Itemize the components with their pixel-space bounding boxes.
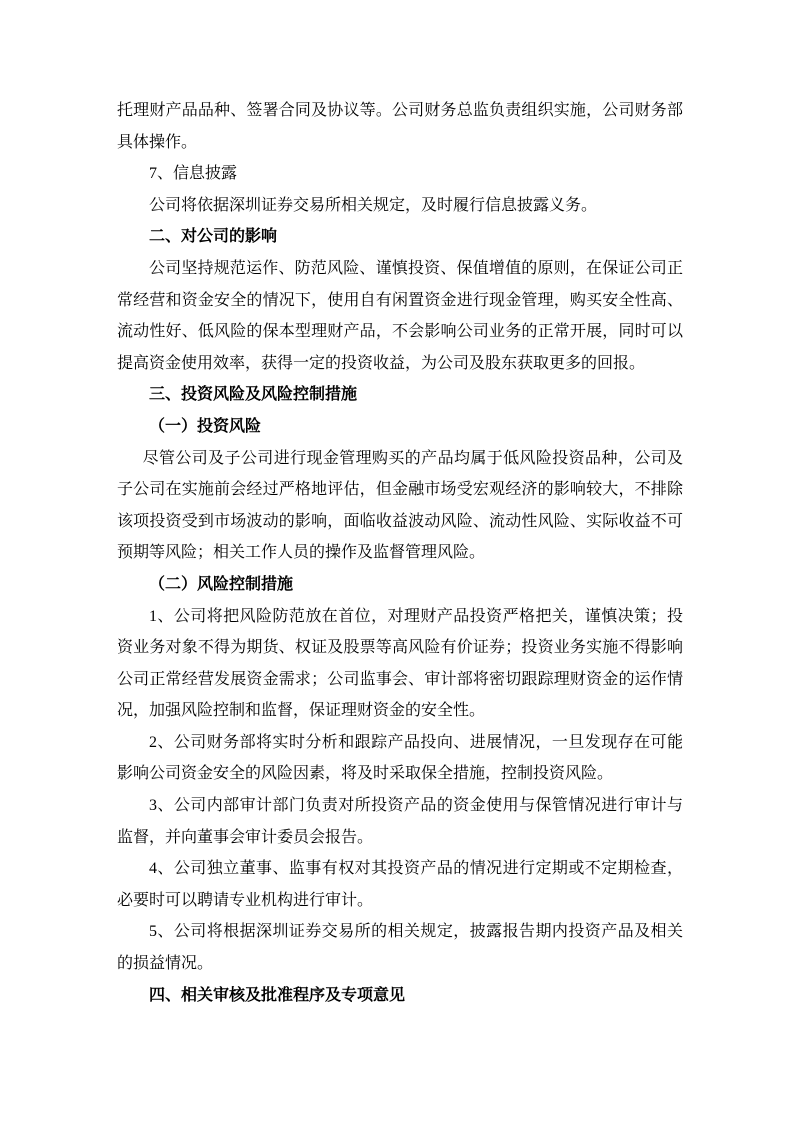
subheading-3-2-risk-control: （二）风险控制措施	[149, 575, 294, 593]
heading-section-3-risks: 三、投资风险及风险控制措施	[149, 386, 358, 404]
paragraph-investment-risk: 尽管公司及子公司进行现金管理购买的产品均属于低风险投资品种，公司及子公司在实施前会经过严格地评估，但金融市场受宏观经济的影响较大，不排除该项投资受到市场波动的影响，面临收益波动风险、流动性风险、实际收益不可预期等风险；相关工作人员的操作及监督管理风险。	[117, 449, 683, 562]
paragraph-info-disclosure: 公司将依据深圳证券交易所相关规定，及时履行信息披露义务。	[149, 196, 598, 214]
paragraph-risk-control-4: 4、公司独立董事、监事有权对其投资产品的情况进行定期或不定期检查，必要时可以聘请专业机构进行审计。	[117, 860, 683, 909]
paragraph-risk-control-1: 1、公司将把风险防范放在首位，对理财产品投资严格把关，谨慎决策；投资业务对象不得为期货、权证及股票等高风险有价证券；投资业务实施不得影响公司正常经营发展资金需求；公司监事会、审计部将密切跟踪理财资金的运作情况，加强风险控制和监督，保证理财资金的安全性。	[117, 607, 683, 720]
paragraph-risk-control-3: 3、公司内部审计部门负责对所投资产品的资金使用与保管情况进行审计与监督，并向董事会审计委员会报告。	[117, 797, 683, 846]
paragraph-risk-control-2: 2、公司财务部将实时分析和跟踪产品投向、进展情况，一旦发现存在可能影响公司资金安全的风险因素，将及时采取保全措施，控制投资风险。	[117, 733, 683, 783]
heading-section-4-approval: 四、相关审核及批准程序及专项意见	[149, 986, 406, 1004]
paragraph-risk-control-5: 5、公司将根据深圳证券交易所的相关规定，披露报告期内投资产品及相关的损益情况。	[117, 923, 683, 973]
item-7-heading-info-disclosure: 7、信息披露	[149, 165, 238, 183]
heading-section-2-impact: 二、对公司的影响	[149, 228, 278, 246]
subheading-3-1-investment-risk: （一）投资风险	[149, 417, 262, 435]
paragraph-impact: 公司坚持规范运作、防范风险、谨慎投资、保值增值的原则，在保证公司正常经营和资金安全的情况下，使用自有闲置资金进行现金管理，购买安全性高、流动性好、低风险的保本型理财产品，不会影响公司业务的正常开展，同时可以提高资金使用效率，获得一定的投资收益，为公司及股东获取更多的回报。	[117, 259, 683, 372]
paragraph-delegation-continued: 托理财产品品种、签署合同及协议等。公司财务总监负责组织实施，公司财务部具体操作。	[117, 102, 683, 151]
